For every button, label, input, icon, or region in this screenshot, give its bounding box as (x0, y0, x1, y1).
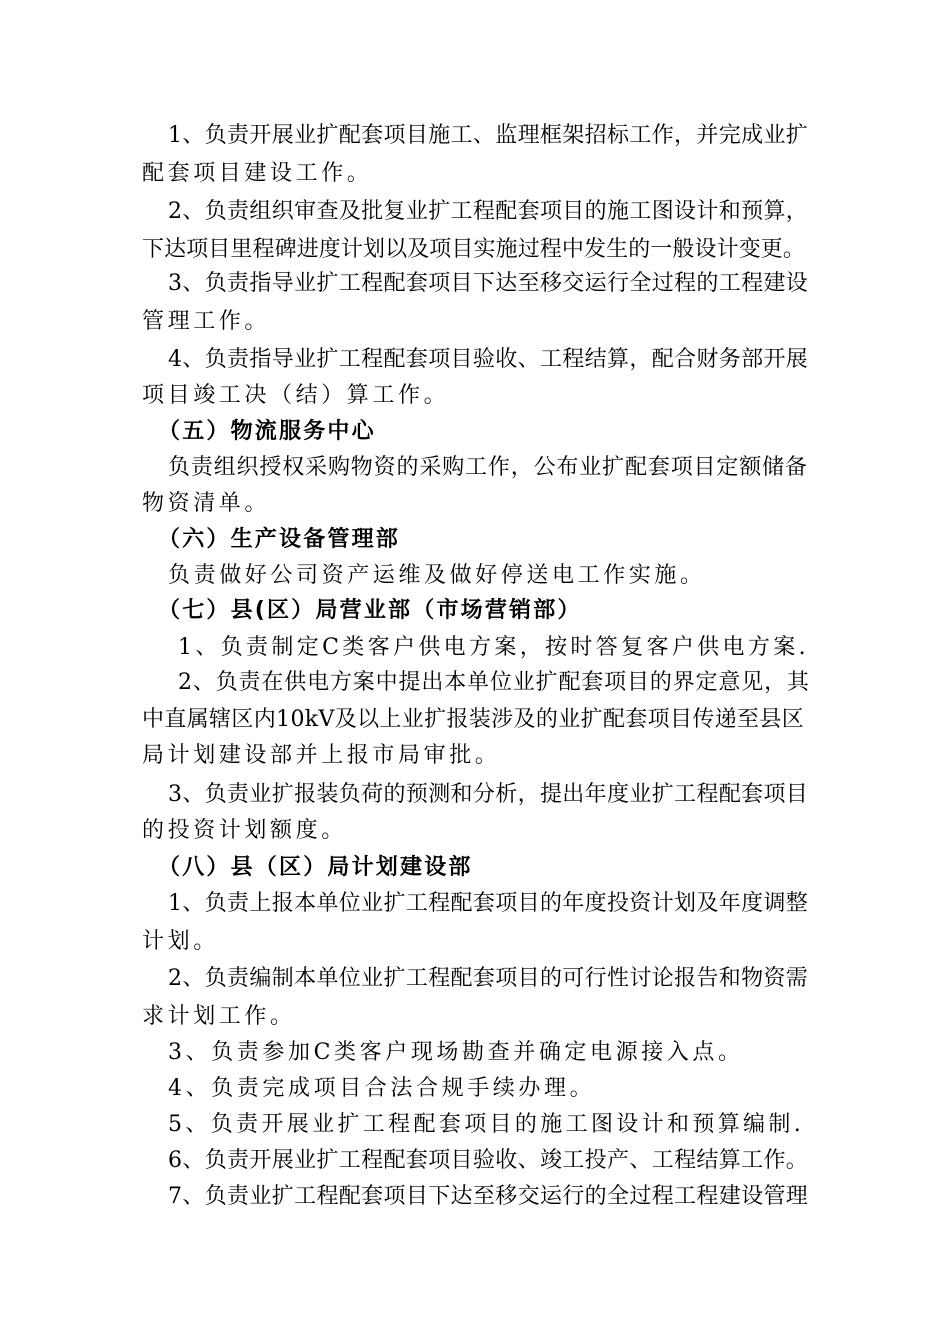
paragraph-line: 1、负责上报本单位业扩工程配套项目的年度投资计划及年度调整 (168, 891, 809, 916)
paragraph-line: 1、负责开展业扩配套项目施工、监理框架招标工作，并完成业扩 (168, 123, 809, 148)
section-heading: （八）县（区）局计划建设部 (158, 855, 473, 880)
paragraph-line: 4、负责完成项目合法合规手续办理。 (168, 1076, 596, 1101)
paragraph-line: 4、负责指导业扩工程配套项目验收、工程结算，配合财务部开展 (168, 347, 809, 372)
paragraph-line: 3、负责业扩报装负荷的预测和分析，提出年度业扩工程配套项目 (168, 782, 809, 807)
section-heading: （六）生产设备管理部 (158, 527, 401, 552)
paragraph-line: 下达项目里程碑进度计划以及项目实施过程中发生的一般设计变更。 (142, 237, 806, 262)
paragraph-line: 管理工作。 (142, 309, 271, 334)
paragraph-line: 2、负责编制本单位业扩工程配套项目的可行性讨论报告和物资需 (168, 966, 809, 991)
paragraph-line: 配套项目建设工作。 (142, 161, 373, 186)
paragraph-line: 2、负责在供电方案中提出本单位业扩配套项目的界定意见，其 (178, 670, 810, 695)
paragraph-line: 项目竣工决（结）算工作。 (142, 383, 450, 408)
paragraph-line: 1、负责制定C类客户供电方案，按时答复客户供电方案. (178, 635, 809, 660)
paragraph-line: 求计划工作。 (142, 1004, 296, 1029)
paragraph-line: 中直属辖区内10kV及以上业扩报装涉及的业扩配套项目传递至县区 (142, 707, 805, 732)
paragraph-line: 3、负责参加C类客户现场勘查并确定电源接入点。 (168, 1040, 744, 1065)
paragraph-line: 2、负责组织审查及批复业扩工程配套项目的施工图设计和预算， (168, 199, 809, 224)
paragraph-line: 计划。 (142, 929, 219, 954)
paragraph-line: 7、负责业扩工程配套项目下达至移交运行的全过程工程建设管理 (168, 1184, 809, 1209)
paragraph-line: 的投资计划额度。 (142, 818, 347, 843)
section-heading: （五）物流服务中心 (158, 419, 376, 444)
section-heading: （七）县(区）局营业部（市场营销部） (158, 598, 582, 623)
paragraph-line: 6、负责开展业扩工程配套项目验收、竣工投产、工程结算工作。 (168, 1148, 809, 1173)
paragraph-line: 局计划建设部并上报市局审批。 (142, 743, 501, 768)
paragraph-line: 物资清单。 (142, 491, 271, 516)
paragraph-line: 负责做好公司资产运维及做好停送电工作实施。 (168, 563, 706, 588)
paragraph-line: 负责组织授权采购物资的采购工作，公布业扩配套项目定额储备 (168, 455, 808, 480)
paragraph-line: 5、负责开展业扩工程配套项目的施工图设计和预算编制. (168, 1112, 805, 1137)
paragraph-line: 3、负责指导业扩工程配套项目下达至移交运行全过程的工程建设 (168, 271, 809, 296)
